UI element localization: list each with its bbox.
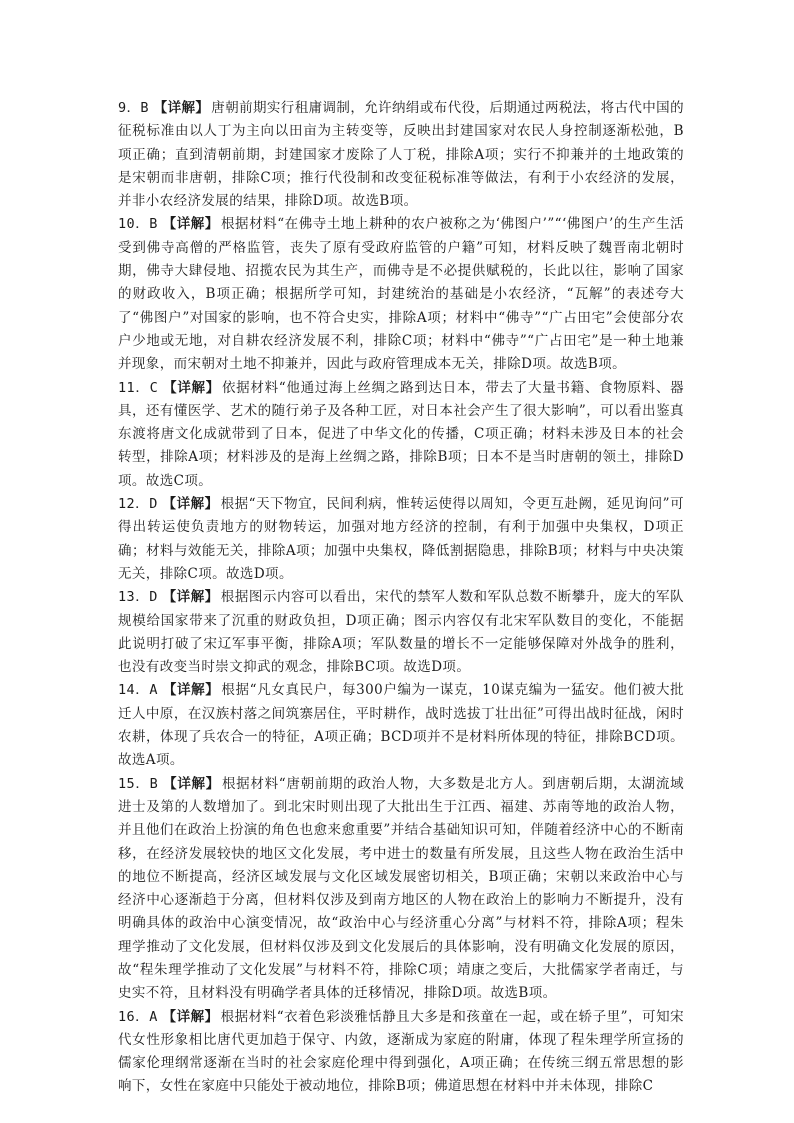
- answer-item-15: [118, 773, 684, 1006]
- answer-item-13: [118, 586, 684, 679]
- question-number: 14．A: [118, 682, 158, 699]
- question-number: 10．B: [118, 216, 158, 233]
- question-number: 13．D: [118, 589, 158, 606]
- answer-item-16: [118, 1006, 684, 1099]
- explanation-text: 根据材料“在佛寺土地上耕种的农户被称之为‘佛图户’”“‘佛图户’的生产生活受到佛寺高僧的严格监管，丧失了原有受政府监管的户籍”可知，材料反映了魏晋南北朝时期，佛寺大肆侵地、招揽农民为其生产，而佛寺是不必提供赋税的，长此以往，影响了国家的财政收入，B项正确；根据所学可知，封建统治的基础是小农经济，“瓦解”的表述夸大了“佛图户”对国家的影响，也不符合史实，排除A项；材料中“佛寺”“广占田宅”会使部分农户少地或无地，对自耕农经济发展不利，排除C项；材料中“佛寺”“广占田宅”是一种土地兼并现象，而宋朝对土地不抑兼并，因此与政府管理成本无关，排除D项。故选B项。: [118, 216, 684, 373]
- question-number: 12．D: [118, 496, 158, 513]
- question-number: 9．B: [118, 100, 149, 116]
- answer-explanations: [118, 97, 684, 1099]
- detail-tag: 【详解】: [162, 216, 219, 233]
- question-number: 15．B: [118, 775, 159, 792]
- explanation-text: 根据材料“唐朝前期的政治人物，大多数是北方人。到唐朝后期，太湖流域进士及第的人数增加了。到北宋时则出现了大批出生于江西、福建、苏南等地的政治人物，并且他们在政治上扮演的角色也愈来愈重要”并结合基础知识可知，伴随着经济中心的不断南移，在经济发展较快的地区文化发展，考中进士的数量有所发展，且这些人物在政治生活中的地位不断提高，经济区域发展与文化区域发展密切相关，B项正确；宋朝以来政治中心与经济中心逐渐趋于分离，但材料仅涉及到南方地区的人物在政治上的影响力不断提升，没有明确具体的政治中心演变情况，故“政治中心与经济重心分离”与材料不符，排除A项；程朱理学推动了文化发展，但材料仅涉及到文化发展后的具体影响，没有明确文化发展的原因，故“程朱理学推动了文化发展”与材料不符，排除C项；靖康之变后，大批儒家学者南迁，与史实不符，且材料没有明确学者具体的迁移情况，排除D项。故选B项。: [118, 775, 684, 1002]
- detail-tag: 【详解】: [162, 1008, 219, 1025]
- answer-item-11: [118, 377, 684, 493]
- question-number: 11．C: [118, 379, 159, 396]
- answer-item-10: [118, 213, 684, 376]
- explanation-text: 根据材料“衣着色彩淡雅恬静且大多是和孩童在一起，或在轿子里”，可知宋代女性形象相比唐代更加趋于保守、内敛，逐渐成为家庭的附庸，体现了程朱理学所宣扬的儒家伦理纲常逐渐在当时的社会家庭伦理中得到强化，A项正确；在传统三纲五常思想的影响下，女性在家庭中只能处于被动地位，排除B项；佛道思想在材料中并未体现，排除C: [118, 1008, 685, 1095]
- answer-item-14: [118, 679, 684, 772]
- explanation-text: 根据“凡女真民户，每300户编为一谋克，10谋克编为一猛安。他们被大批迁人中原，在汉族村落之间筑寨居住，平时耕作，战时选拔丁壮出征”可得出战时征战，闲时农耕，体现了兵农合一的特征，A项正确；BCD项并不是材料所体现的特征，排除BCD项。故选A项。: [118, 682, 684, 769]
- explanation-text: 根据图示内容可以看出，宋代的禁军人数和军队总数不断攀升，庞大的军队规模给国家带来了沉重的财政负担，D项正确；图示内容仅有北宋军队数目的变化，不能据此说明打破了宋辽军事平衡，排除A项；军队数量的增长不一定能够保障对外战争的胜利，也没有改变当时崇文抑武的观念，排除BC项。故选D项。: [118, 589, 684, 676]
- answer-item-12: [118, 493, 684, 586]
- detail-tag: 【详解】: [162, 589, 219, 606]
- detail-tag: 【详解】: [162, 682, 220, 699]
- explanation-text: 依据材料“他通过海上丝绸之路到达日本，带去了大量书籍、食物原料、器具，还有懂医学、艺术的随行弟子及各种工匠，对日本社会产生了很大影响”，可以看出鉴真东渡将唐文化成就带到了日本，促进了中华文化的传播，C项正确；材料未涉及日本的社会转型，排除A项；材料涉及的是海上丝绸之路，排除B项；日本不是当时唐朝的领土，排除D项。故选C项。: [118, 379, 684, 489]
- detail-tag: 【详解】: [153, 100, 210, 116]
- explanation-text: 根据“天下物宜，民间利病，惟转运使得以周知，令更互赴阙，延见询问”可得出转运使负责地方的财物转运，加强对地方经济的控制，有利于加强中央集权，D项正确；材料与效能无关，排除A项；加强中央集权，降低割据隐患，排除B项；材料与中央决策无关，排除C项。故选D项。: [118, 496, 685, 582]
- explanation-text: 唐朝前期实行租庸调制，允许纳绢或布代役，后期通过两税法，将古代中国的征税标准由以人丁为主向以田亩为主转变等，反映出封建国家对农民人身控制逐渐松弛，B项正确；直到清朝前期，封建国家才废除了人丁税，排除A项；实行不抑兼并的土地政策的是宋朝而非唐朝，排除C项；推行代役制和改变征税标准等做法，有利于小农经济的发展，并非小农经济发展的结果，排除D项。故选B项。: [118, 100, 684, 210]
- question-number: 16．A: [118, 1008, 158, 1025]
- detail-tag: 【详解】: [162, 496, 219, 513]
- detail-tag: 【详解】: [163, 775, 220, 792]
- detail-tag: 【详解】: [163, 379, 220, 396]
- answer-item-9: [118, 97, 684, 213]
